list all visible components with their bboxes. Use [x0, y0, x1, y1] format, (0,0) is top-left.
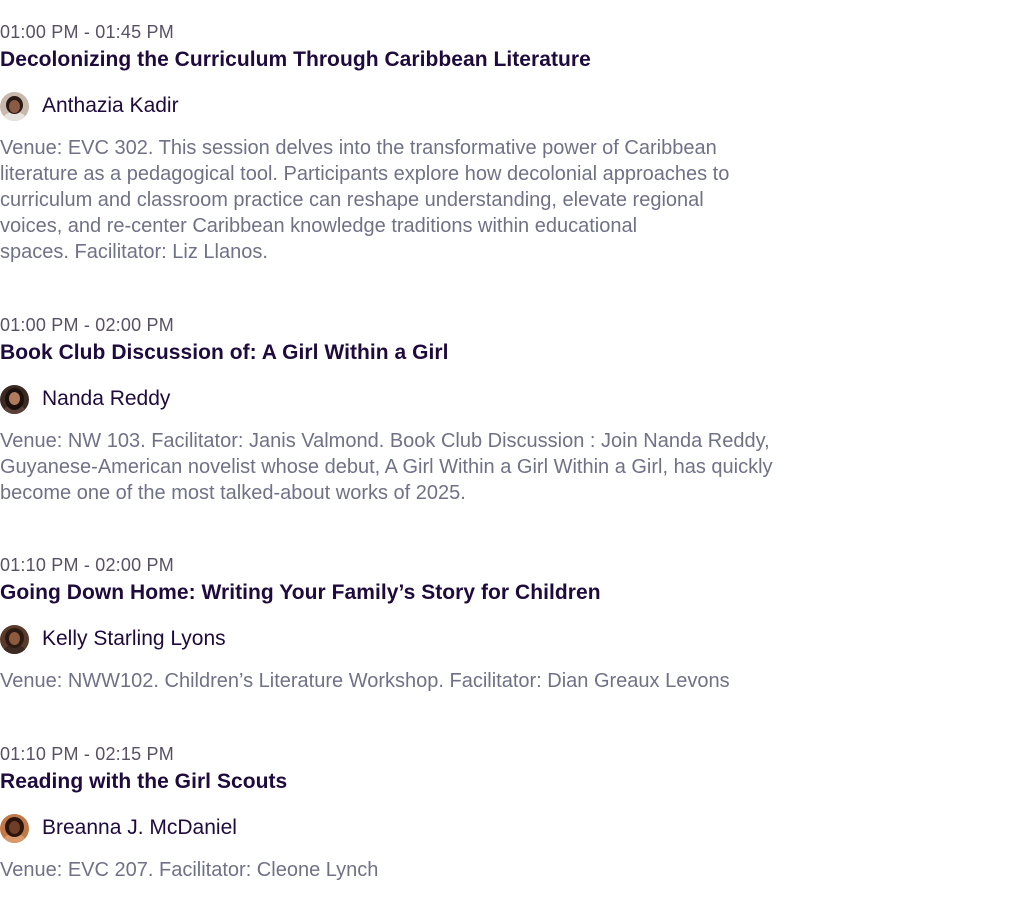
- session-time: 01:10 PM - 02:15 PM: [0, 744, 174, 764]
- speaker-row[interactable]: [0, 623, 900, 655]
- speaker-row[interactable]: [0, 383, 900, 415]
- session-4: [0, 742, 900, 883]
- session-2: [0, 313, 900, 506]
- session-description: Venue: NWW102. Children’s Literature Workshop. Facilitator: Dian Greaux Levons: [0, 670, 730, 692]
- speaker-row[interactable]: [0, 90, 900, 122]
- session-title[interactable]: Decolonizing the Curriculum Through Caribbean Literature: [0, 48, 591, 71]
- session-description: Venue: EVC 207. Facilitator: Cleone Lynch: [0, 859, 379, 881]
- session-time: 01:00 PM - 01:45 PM: [0, 22, 174, 42]
- session-description: Venue: NW 103. Facilitator: Janis Valmond. Book Club Discussion : Join Nanda Reddy, Guyanese-American novelist whose debut, A Girl Within a Girl Within a Girl, has quickly become one of the most talked-about works of 2025.: [0, 430, 773, 504]
- speaker-avatar[interactable]: [0, 385, 29, 414]
- speaker-row[interactable]: [0, 812, 900, 844]
- session-3: [0, 553, 900, 694]
- session-1: [0, 20, 900, 265]
- session-title[interactable]: Reading with the Girl Scouts: [0, 770, 288, 793]
- session-title[interactable]: Book Club Discussion of: A Girl Within a Girl: [0, 341, 449, 364]
- speaker-name[interactable]: Anthazia Kadir: [42, 94, 179, 117]
- speaker-name[interactable]: Nanda Reddy: [42, 387, 171, 410]
- speaker-avatar[interactable]: [0, 92, 29, 121]
- speaker-avatar[interactable]: [0, 814, 29, 843]
- speaker-name[interactable]: Breanna J. McDaniel: [42, 816, 237, 839]
- speaker-name[interactable]: Kelly Starling Lyons: [42, 627, 226, 650]
- session-time: 01:10 PM - 02:00 PM: [0, 555, 174, 575]
- session-description: Venue: EVC 302. This session delves into the transformative power of Caribbean literature as a pedagogical tool. Participants explore how decolonial approaches to curriculum and classroom practice can reshape understanding, elevate regional voices, and re-center Caribbean knowledge traditions within educational spaces. Facilitator: Liz Llanos.: [0, 137, 730, 263]
- session-time: 01:00 PM - 02:00 PM: [0, 315, 174, 335]
- session-title[interactable]: Going Down Home: Writing Your Family’s Story for Children: [0, 581, 601, 604]
- speaker-avatar[interactable]: [0, 625, 29, 654]
